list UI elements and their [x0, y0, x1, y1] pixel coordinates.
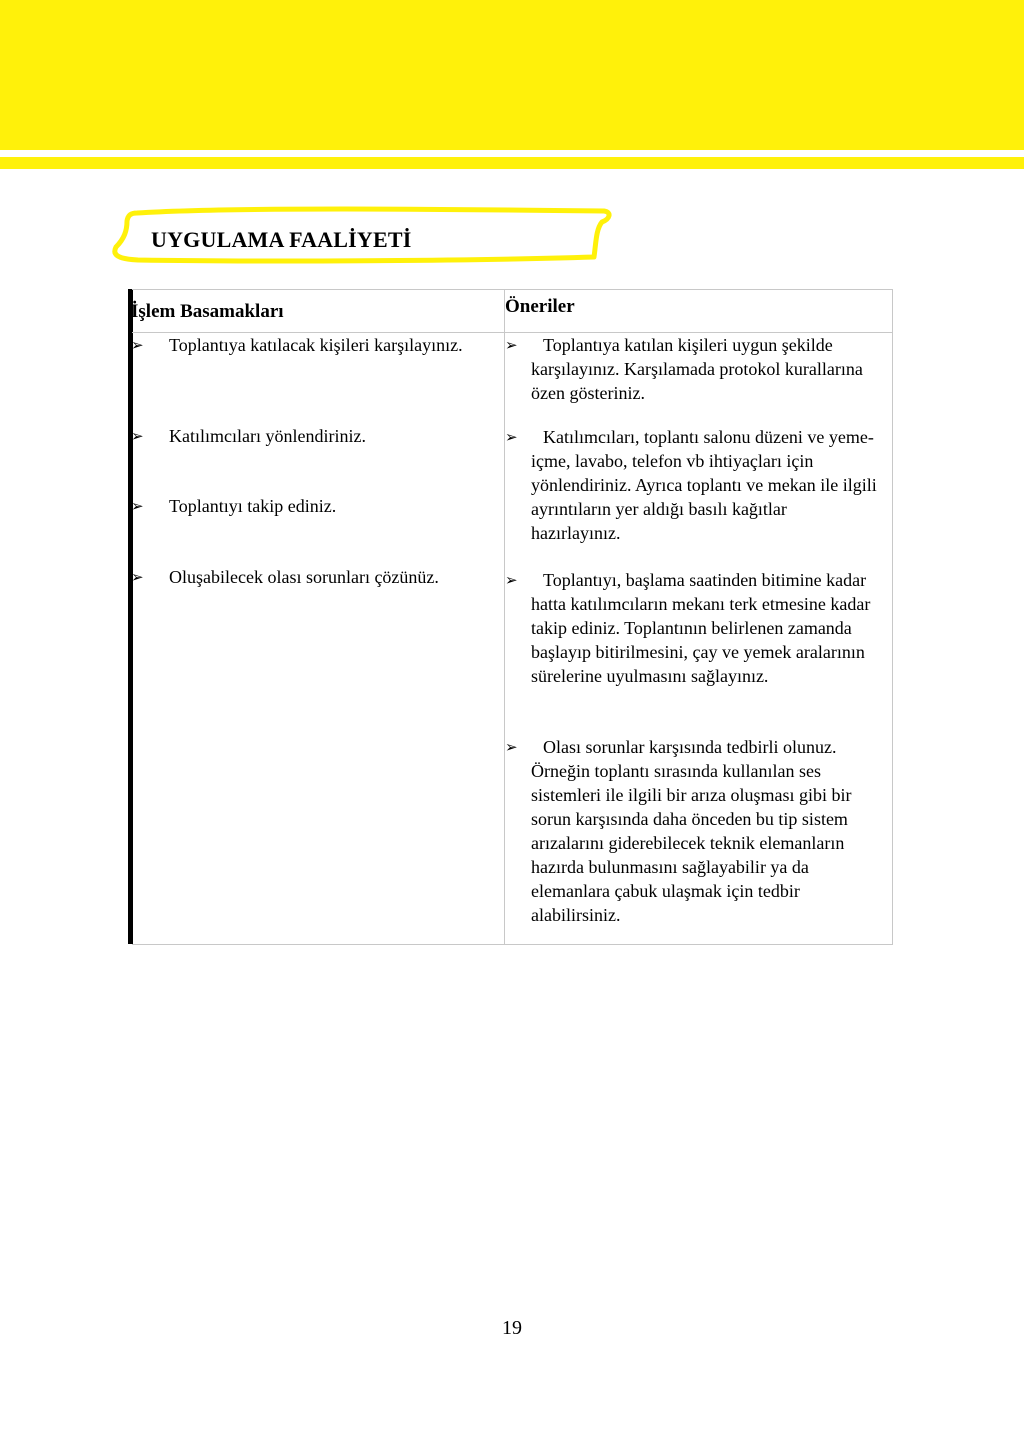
- page-number: 19: [502, 1317, 522, 1339]
- suggestion-item: [505, 425, 880, 545]
- suggestion-text: Toplantıya katılan kişileri uygun şekilde karşılayınız. Karşılamada protokol kurallarına özen gösteriniz.: [531, 335, 863, 403]
- suggestion-item: [505, 333, 880, 405]
- arrowhead-bullet-icon: ➢: [131, 568, 144, 586]
- step-text: Toplantıyı takip ediniz.: [169, 496, 337, 516]
- step-item: [131, 565, 491, 589]
- step-text: Toplantıya katılacak kişileri karşılayınız.: [169, 335, 463, 355]
- arrowhead-bullet-icon: ➢: [505, 336, 518, 354]
- activity-banner: [110, 205, 612, 265]
- step-item: [131, 333, 491, 357]
- arrowhead-bullet-icon: ➢: [505, 738, 518, 756]
- step-item: [131, 424, 491, 448]
- step-text: Katılımcıları yönlendiriniz.: [169, 426, 366, 446]
- header-stripe: [0, 157, 1024, 169]
- suggestion-text: Toplantıyı, başlama saatinden bitimine kadar hatta katılımcıların mekanı terk etmesine kadar takip ediniz. Toplantının belirlenen zamanda başlayıp bitirilmesini, çay ve yemek aralarının sürelerine uyulmasını sağlayınız.: [531, 570, 871, 686]
- arrowhead-bullet-icon: ➢: [505, 428, 518, 446]
- arrowhead-bullet-icon: ➢: [505, 571, 518, 589]
- step-item: [131, 494, 491, 518]
- steps-column-header: İşlem Basamakları: [131, 301, 284, 322]
- suggestion-text: Olası sorunlar karşısında tedbirli olunuz. Örneğin toplantı sırasında kullanılan ses sistemleri ile ilgili bir arıza oluşması gibi bir sorun karşısında daha önceden bu tip sistem arızalarını giderebilecek teknik elemanların hazırda bulunmasını sağlayabilir ya da elemanlara çabuk ulaşmak için tedbir alabilirsiniz.: [531, 737, 852, 925]
- step-text: Oluşabilecek olası sorunları çözünüz.: [169, 567, 439, 587]
- arrowhead-bullet-icon: ➢: [131, 336, 144, 354]
- banner-title: UYGULAMA FAALİYETİ: [151, 227, 412, 252]
- header-band: [0, 0, 1024, 150]
- suggestion-text: Katılımcıları, toplantı salonu düzeni ve yeme-içme, lavabo, telefon vb ihtiyaçları için yönlendiriniz. Ayrıca toplantı ve mekan ile ilgili ayrıntıların yer aldığı basılı kağıtlar hazırlayınız.: [531, 427, 877, 543]
- activity-table: [128, 289, 893, 944]
- suggestion-item: [505, 568, 880, 688]
- suggestion-item: [505, 735, 880, 927]
- suggestions-column-header: Öneriler: [505, 296, 575, 317]
- arrowhead-bullet-icon: ➢: [131, 427, 144, 445]
- arrowhead-bullet-icon: ➢: [131, 497, 144, 515]
